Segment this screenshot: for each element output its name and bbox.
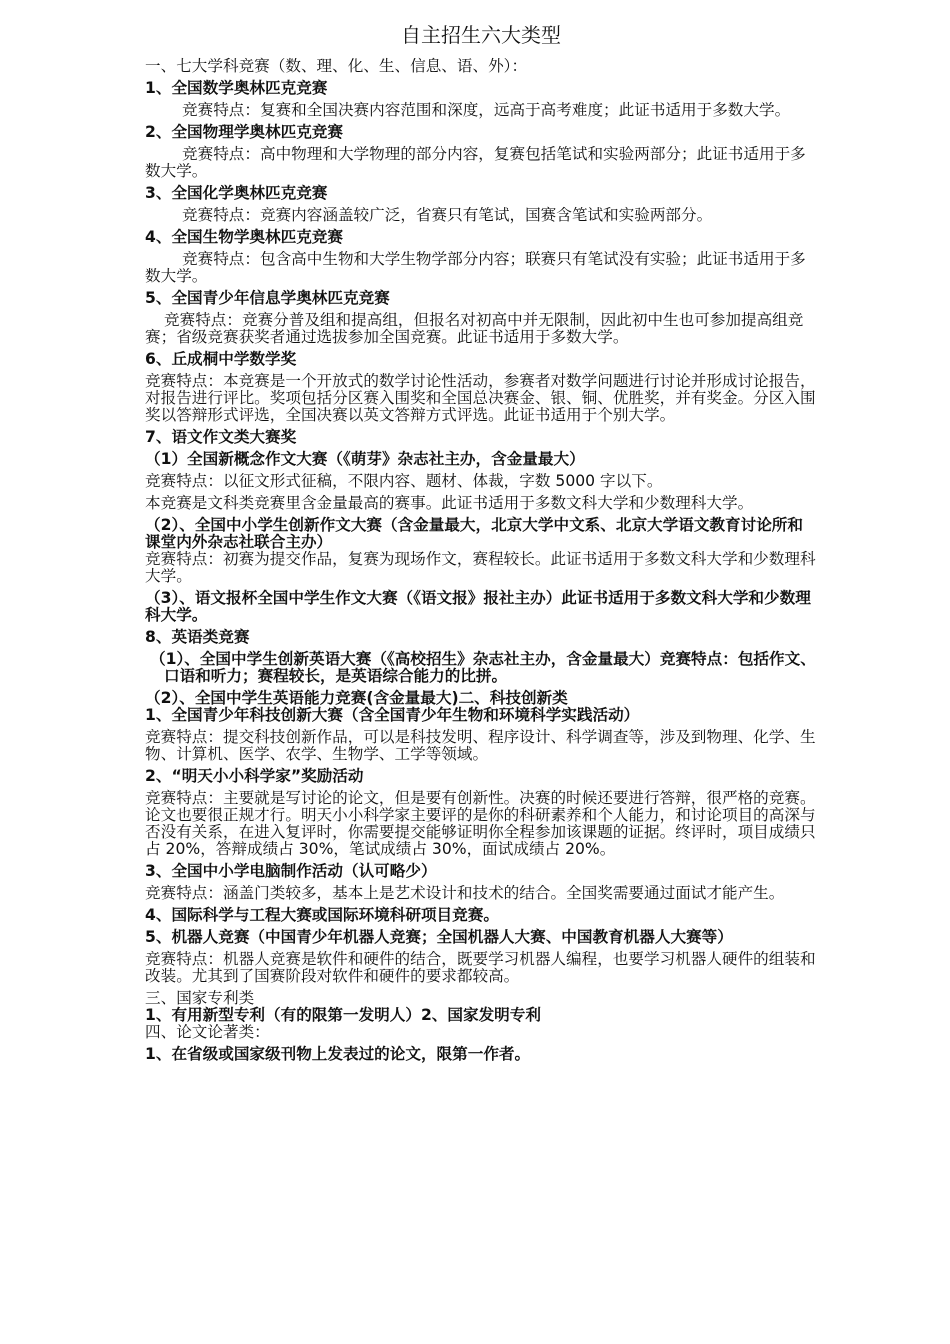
section-heading: 1、全国数学奥林匹克竞赛	[145, 79, 328, 97]
paragraph: 竞赛特点：复赛和全国决赛内容范围和深度，远高于高考难度；此证书适用于多数大学。	[182, 101, 791, 119]
section-heading: 5、全国青少年信息学奥林匹克竞赛	[145, 289, 390, 307]
paragraph: 竞赛特点：包含高中生物和大学生物学部分内容；联赛只有笔试没有实验；此证书适用于多数大学。	[145, 250, 806, 285]
paragraph: 竞赛特点：机器人竞赛是软件和硬件的结合，既要学习机器人编程，也要学习机器人硬件的组装和改装。尤其到了国赛阶段对软件和硬件的要求都较高。	[145, 950, 816, 985]
section-heading: 3、全国中小学电脑制作活动（认可略少）	[145, 862, 437, 880]
section-heading: 3、全国化学奥林匹克竞赛	[145, 184, 328, 202]
section-heading: 4、全国生物学奥林匹克竞赛	[145, 228, 343, 246]
document-title: 自主招生六大类型	[401, 23, 561, 47]
section-heading: （2）、全国中学生英语能力竞赛(含金量最大)二、科技创新类	[145, 689, 568, 707]
section-heading: （1）全国新概念作文大赛（《萌芽》杂志社主办，含金量最大）	[145, 450, 585, 468]
section-heading: 8、英语类竞赛	[145, 628, 250, 646]
section-heading: 7、语文作文类大赛奖	[145, 428, 297, 446]
paragraph: 竞赛特点：竞赛分普及组和提高组，但报名对初高中并无限制，因此初中生也可参加提高组竞赛；省级竞赛获奖者通过选拔参加全国竞赛。此证书适用于多数大学。	[145, 311, 804, 346]
paragraph: 本竞赛是文科类竞赛里含金量最高的赛事。此证书适用于多数文科大学和少数理科大学。	[145, 494, 754, 512]
section-heading: （3）、语文报杯全国中学生作文大赛（《语文报》报社主办）此证书适用于多数文科大学和少数理科大学。	[145, 589, 811, 624]
paragraph: 竞赛特点：本竞赛是一个开放式的数学讨论性活动，参赛者对数学问题进行讨论并形成讨论报告，对报告进行评比。奖项包括分区赛入围奖和全国总决赛金、银、铜、优胜奖，并有奖金。分区入围奖以答辩形式评选，全国决赛以英文答辩方式评选。此证书适用于个别大学。	[145, 372, 816, 424]
section-heading: （2）、全国中小学生创新作文大赛（含金量最大，北京大学中文系、北京大学语文教育讨论所和课堂内外杂志社联合主办）	[145, 516, 803, 551]
section-heading: （1）、全国中学生创新英语大赛（《高校招生》杂志社主办，含金量最大）竞赛特点：包括作文、口语和听力；赛程较长，是英语综合能力的比拼。	[150, 650, 816, 685]
section-heading: 1、有用新型专利（有的限第一发明人）2、国家发明专利	[145, 1006, 541, 1024]
paragraph: 三、国家专利类	[145, 989, 255, 1007]
paragraph: 竞赛特点：涵盖门类较多，基本上是艺术设计和技术的结合。全国奖需要通过面试才能产生。	[145, 884, 785, 902]
paragraph: 竞赛特点：高中物理和大学物理的部分内容，复赛包括笔试和实验两部分；此证书适用于多数大学。	[145, 145, 806, 180]
section-heading: 2、全国物理学奥林匹克竞赛	[145, 123, 343, 141]
paragraph: 竞赛特点：竞赛内容涵盖较广泛，省赛只有笔试，国赛含笔试和实验两部分。	[182, 206, 713, 224]
section-heading: 4、国际科学与工程大赛或国际环境科研项目竞赛。	[145, 906, 499, 924]
section-heading: 1、全国青少年科技创新大赛（含全国青少年生物和环境科学实践活动）	[145, 706, 640, 724]
paragraph: 竞赛特点：提交科技创新作品，可以是科技发明、程序设计、科学调查等，涉及到物理、化学、生物、计算机、医学、农学、生物学、工学等领域。	[145, 728, 816, 763]
section-heading: 6、丘成桐中学数学奖	[145, 350, 297, 368]
paragraph: 四、论文论著类：	[145, 1023, 270, 1041]
section-heading: 1、在省级或国家级刊物上发表过的论文，限第一作者。	[145, 1045, 531, 1063]
paragraph: 竞赛特点：初赛为提交作品，复赛为现场作文，赛程较长。此证书适用于多数文科大学和少数理科大学。	[145, 550, 816, 585]
paragraph: 竞赛特点：主要就是写讨论的论文，但是要有创新性。决赛的时候还要进行答辩，很严格的竞赛。论文也要很正规才行。明天小小科学家主要评的是你的科研素养和个人能力，和讨论项目的高深与否没有关系，在进入复评时，你需要提交能够证明你全程参加该课题的证据。终评时，项目成绩只占 20%，答辩成绩占 30%，笔试成绩占 30%，面试成绩占 20%。	[145, 789, 816, 858]
section-heading: 5、机器人竞赛（中国青少年机器人竞赛；全国机器人大赛、中国教育机器人大赛等）	[145, 928, 733, 946]
section-heading: 2、“明天小小科学家”奖励活动	[145, 767, 364, 785]
document-page	[145, 22, 817, 1068]
paragraph: 一、七大学科竞赛（数、理、化、生、信息、语、外）：	[145, 57, 528, 75]
paragraph: 竞赛特点：以征文形式征稿，不限内容、题材、体裁，字数 5000 字以下。	[145, 472, 663, 490]
document-body	[145, 58, 817, 1063]
